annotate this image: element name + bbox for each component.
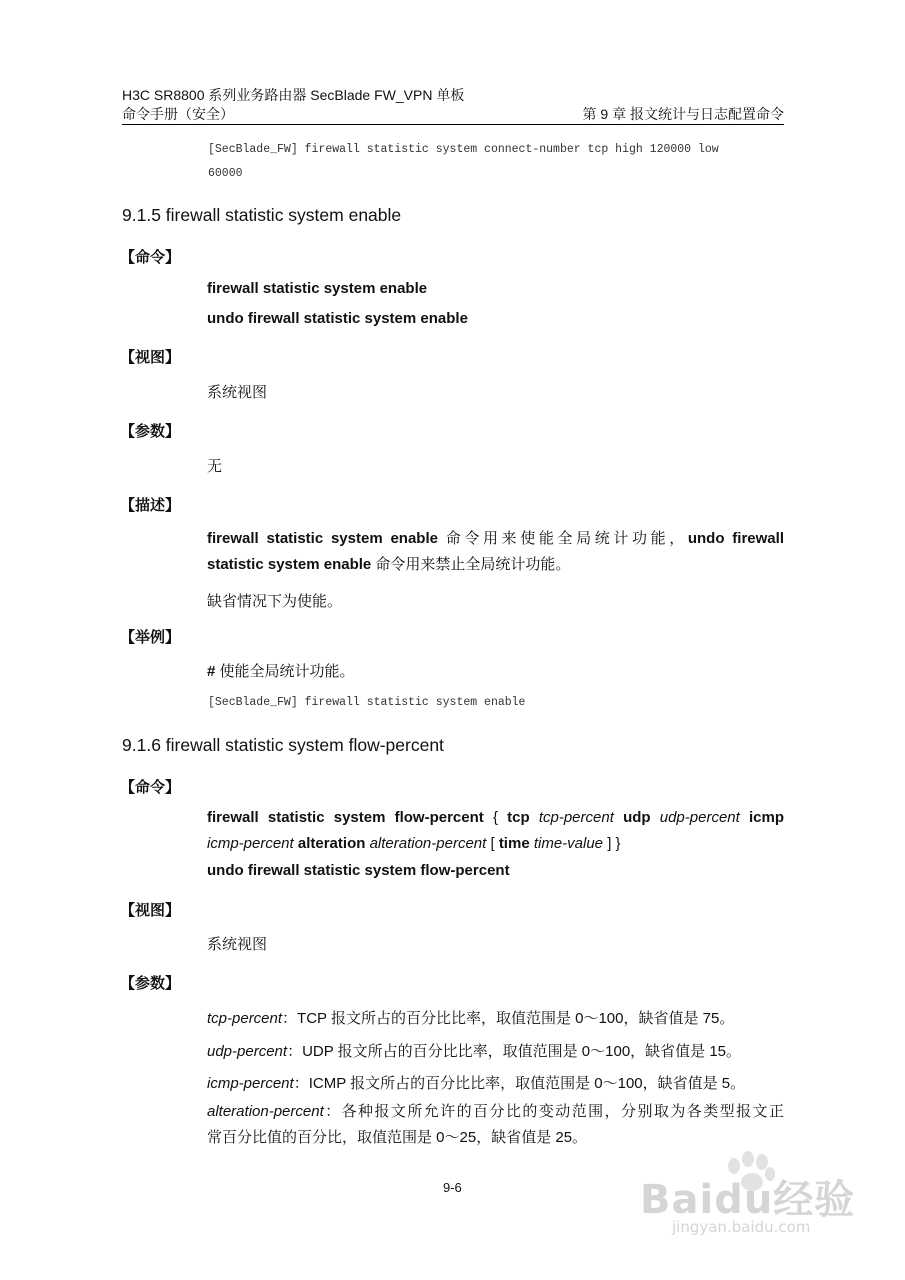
header-chapter: 第 9 章 报文统计与日志配置命令: [582, 106, 784, 122]
code-line: [SecBlade_FW] firewall statistic system connect-number tcp high 120000 low: [208, 143, 719, 156]
param-desc-cont: 常百分比值的百分比，取值范围是 0～25，缺省值是 25。: [207, 1129, 588, 1146]
command-syntax: firewall statistic system enable: [207, 280, 428, 297]
cmd-arg-udp: udp-percent: [659, 809, 740, 826]
param-desc: ：各种报文所允许的百分比的变动范围，分别取为各类型报文正: [323, 1103, 784, 1120]
desc-undo-command-cont: statistic system enable: [207, 556, 372, 573]
page-number: 9-6: [443, 1180, 462, 1195]
undo-command-syntax: undo firewall statistic system flow-percent: [207, 862, 510, 879]
desc-undo-command: undo firewall: [687, 530, 784, 547]
cmd-keyword-tcp: tcp: [507, 809, 530, 826]
param-desc: ：UDP 报文所占的百分比比率，取值范围是 0～100，缺省值是 15。: [287, 1043, 742, 1060]
parameters-value: 无: [207, 458, 223, 475]
param-row: [207, 1099, 784, 1151]
param-name: icmp-percent: [207, 1075, 294, 1092]
param-desc: ：ICMP 报文所占的百分比比率，取值范围是 0～100，缺省值是 5。: [293, 1075, 746, 1092]
section-title-916: 9.1.6 firewall statistic system flow-percent: [122, 735, 444, 755]
cmd-arg-alteration: alteration-percent: [369, 835, 487, 852]
param-name: tcp-percent: [207, 1010, 283, 1027]
watermark-url: jingyan.baidu.com: [672, 1218, 811, 1236]
param-desc: ：TCP 报文所占的百分比比率，取值范围是 0～100，缺省值是 75。: [282, 1010, 735, 1027]
view-label: 【视图】: [120, 902, 181, 919]
header-subtitle: 命令手册（安全）: [122, 106, 234, 122]
code-line: 60000: [208, 167, 243, 180]
cmd-keyword-udp: udp: [623, 809, 651, 826]
cmd-arg-tcp: tcp-percent: [538, 809, 614, 826]
cmd-arg-icmp: icmp-percent: [207, 835, 294, 852]
desc-command: firewall statistic system enable: [207, 530, 438, 547]
cmd-keyword-alteration: alteration: [297, 835, 366, 852]
param-row: [207, 1040, 741, 1061]
cmd-keyword-time: time: [498, 835, 530, 852]
default-note: 缺省情况下为使能。: [207, 593, 343, 610]
header-rule: [122, 124, 784, 125]
param-row: [207, 1072, 745, 1093]
example-hash: #: [207, 663, 220, 680]
cmd-arg-time: time-value: [533, 835, 604, 852]
command-syntax: [207, 805, 784, 857]
param-name: udp-percent: [207, 1043, 288, 1060]
example-code: [SecBlade_FW] firewall statistic system enable: [208, 696, 526, 709]
description-label: 【描述】: [120, 497, 181, 514]
example-label: 【举例】: [120, 629, 181, 646]
cmd-keyword-icmp: icmp: [749, 809, 785, 826]
view-value: 系统视图: [207, 936, 268, 953]
example-comment: [207, 660, 355, 681]
cmd-keyword: firewall statistic system flow-percent: [207, 809, 484, 826]
example-comment-text: 使能全局统计功能。: [219, 663, 355, 680]
header-title: H3C SR8800 系列业务路由器 SecBlade FW_VPN 单板: [122, 87, 465, 103]
watermark-logo: Baidu经验: [640, 1177, 856, 1223]
command-label: 【命令】: [120, 779, 181, 796]
param-name: alteration-percent: [207, 1103, 324, 1120]
section-title-915: 9.1.5 firewall statistic system enable: [122, 205, 402, 225]
parameters-label: 【参数】: [120, 423, 181, 440]
description-paragraph: [207, 526, 784, 578]
cmd-bracket: [: [486, 835, 499, 852]
parameters-label: 【参数】: [120, 975, 181, 992]
view-label: 【视图】: [120, 349, 181, 366]
cmd-closing: ] }: [603, 835, 621, 852]
undo-command-syntax: undo firewall statistic system enable: [207, 310, 468, 327]
cmd-brace: {: [483, 809, 508, 826]
desc-text: 命令用来使能全局统计功能，: [437, 530, 688, 547]
command-label: 【命令】: [120, 249, 181, 266]
view-value: 系统视图: [207, 384, 268, 401]
param-row: [207, 1007, 734, 1028]
desc-text: 命令用来禁止全局统计功能。: [371, 556, 571, 573]
